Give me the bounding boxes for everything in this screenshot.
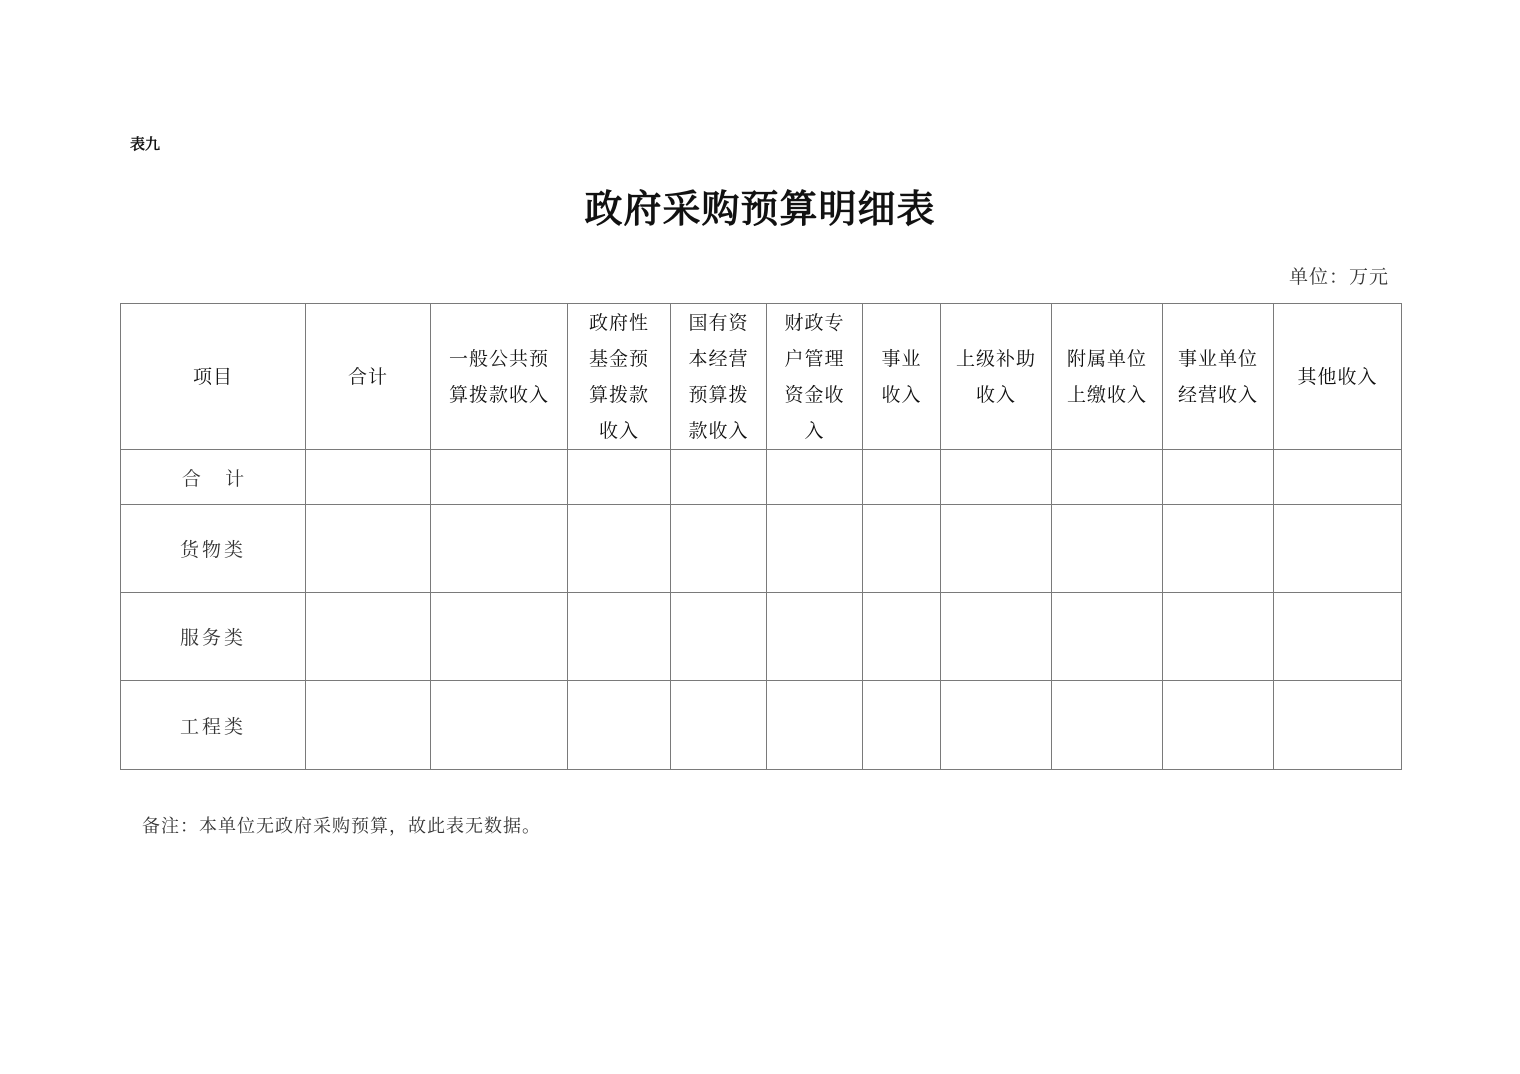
unit-label: 单位：万元: [1288, 266, 1389, 288]
header-label: 国有资 本经营 预算拨 款收入: [688, 311, 749, 442]
table-cell: [306, 450, 431, 505]
header-cell: [431, 304, 568, 450]
table-cell: [1163, 505, 1274, 593]
table-cell: [431, 505, 568, 593]
table-cell: [1052, 593, 1163, 681]
table-cell: [863, 593, 941, 681]
table-cell: [568, 450, 671, 505]
table-cell: [863, 505, 941, 593]
header-label: 一般公共预 算拨款收入: [448, 347, 549, 406]
table-cell: [767, 681, 863, 770]
header-cell: [121, 304, 306, 450]
header-cell: [1163, 304, 1274, 450]
table-cell: [941, 450, 1052, 505]
table-cell: [671, 450, 767, 505]
table-cell: [1274, 593, 1402, 681]
table-cell: [568, 593, 671, 681]
footnote: 备注：本单位无政府采购预算，故此表无数据。: [142, 816, 541, 837]
row-label: 服务类: [121, 593, 306, 681]
table-cell: [863, 681, 941, 770]
header-label: 财政专 户管理 资金收 入: [784, 311, 845, 442]
table-cell: [1052, 450, 1163, 505]
table-cell: [1274, 505, 1402, 593]
header-label: 其他收入: [1297, 365, 1378, 388]
header-cell: [568, 304, 671, 450]
header-cell: [863, 304, 941, 450]
row-label: 工程类: [121, 681, 306, 770]
table-cell: [671, 681, 767, 770]
table-cell: [941, 593, 1052, 681]
table-cell: [671, 593, 767, 681]
header-cell: [1274, 304, 1402, 450]
row-label: 货物类: [121, 505, 306, 593]
table-cell: [306, 593, 431, 681]
table-cell: [1274, 450, 1402, 505]
table-cell: [431, 681, 568, 770]
table-code: 表九: [130, 135, 161, 153]
header-cell: [941, 304, 1052, 450]
header-label: 事业 收入: [881, 347, 922, 406]
header-cell: [767, 304, 863, 450]
table-cell: [431, 593, 568, 681]
table-row-service: [121, 593, 1402, 681]
header-cell: [1052, 304, 1163, 450]
page-title: 政府采购预算明细表: [584, 186, 936, 231]
table-cell: [1163, 450, 1274, 505]
table-cell: [941, 681, 1052, 770]
table-cell: [1163, 681, 1274, 770]
header-cell: [671, 304, 767, 450]
table-cell: [1274, 681, 1402, 770]
table-cell: [767, 450, 863, 505]
table-cell: [1163, 593, 1274, 681]
table-cell: [767, 505, 863, 593]
table-cell: [568, 681, 671, 770]
table-cell: [941, 505, 1052, 593]
header-label: 政府性 基金预 算拨款 收入: [588, 311, 649, 442]
header-label: 项目: [192, 365, 233, 388]
header-label: 上级补助 收入: [955, 347, 1036, 406]
table-row-works: [121, 681, 1402, 770]
header-cell: [306, 304, 431, 450]
table-cell: [767, 593, 863, 681]
header-label: 合计: [347, 365, 388, 388]
table-cell: [306, 505, 431, 593]
header-label: 附属单位 上缴收入: [1066, 347, 1147, 406]
procurement-budget-table: [120, 303, 1402, 770]
table-cell: [1052, 505, 1163, 593]
table-cell: [568, 505, 671, 593]
table-row-goods: [121, 505, 1402, 593]
table-row-total: [121, 450, 1402, 505]
table-cell: [306, 681, 431, 770]
header-label: 事业单位 经营收入: [1177, 347, 1258, 406]
table-cell: [1052, 681, 1163, 770]
header-row: [121, 304, 1402, 450]
table-cell: [863, 450, 941, 505]
row-label: 合 计: [121, 450, 306, 505]
table-cell: [671, 505, 767, 593]
table-cell: [431, 450, 568, 505]
